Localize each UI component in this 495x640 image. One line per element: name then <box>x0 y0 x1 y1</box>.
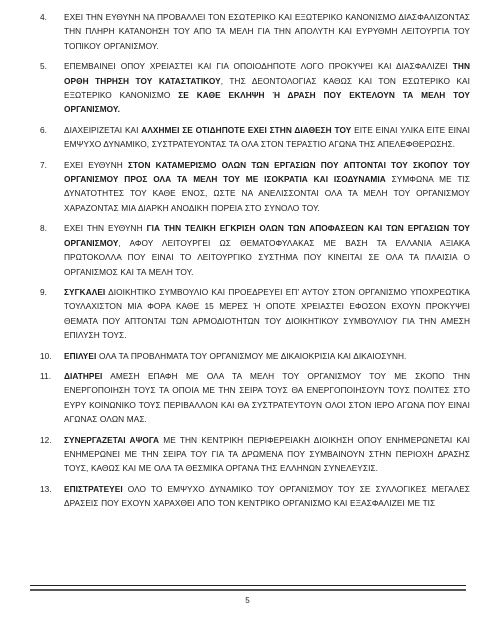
bold-text-segment: ΣΥΝΕΡΓΑΖΕΤΑΙ ΑΨΟΓΑ <box>64 434 160 445</box>
item-text <box>64 369 470 427</box>
list-item <box>40 158 470 216</box>
text-segment: ΜΕ ΤΗΝ ΚΕΝΤΡΙΚΗ ΠΕΡΙΦΕΡΕΙΑΚΗ ΔΙΟΙΚΗΣΗ ΟΠΟΥ ΕΝΗΜΕΡΩΝΕΤΑΙ ΚΑΙ ΕΝΗΜΕΡΩΝΕΙ ΜΕ ΤΗΝ ΣΕΙΡΑ ΤΟΥ ΓΙΑ ΤΑ ΔΡΩΜΕΝΑ ΠΟΥ ΣΥΜΒΑΙΝΟΥΝ ΣΤΗΝ ΠΕΡΙΟΧΗ ΔΡΑΣΗΣ ΤΟΥΣ, ΚΑΘΩΣ ΚΑΙ ΜΕ ΟΛΑ ΤΑ ΘΕΣΜΙΚΑ ΟΡΓΑΝΑ ΤΗΣ ΕΛΛΗΝΩΝ ΣΥΝΕΛΕΥΣΙΣ. <box>64 434 470 474</box>
text-segment: ΕΧΕΙ ΤΗΝ ΕΥΘΥΝΗ ΝΑ ΠΡΟΒΑΛΛΕΙ ΤΟΝ ΕΣΩΤΕΡΙΚΟ ΚΑΙ ΕΞΩΤΕΡΙΚΟ ΚΑΝΟΝΙΣΜΟ ΔΙΑΣΦΑΛΙΖΟΝΤΑΣ ΤΗΝ ΠΛΗΡΗ ΚΑΤΑΝΟΗΣΗ ΤΟΥ ΑΠΟ ΤΑ ΜΕΛΗ ΓΙΑ ΤΗΝ ΑΠΟΛΥΤΗ ΚΑΙ ΕΥΡΥΘΜΗ ΛΕΙΤΟΥΡΓΙΑ ΤΟΥ ΤΟΠΙΚΟΥ ΟΡΓΑΝΙΣΜΟΥ. <box>64 12 470 51</box>
bold-text-segment: ΣΥΓΚΑΛΕΙ <box>64 286 106 297</box>
bold-text-segment: ΣΕ ΚΑΘΕ ΕΚΛΗΨΗ Ή ΔΡΑΣΗ ΠΟΥ ΕΚΤΕΛΟΥΝ ΤΑ ΜΕΛΗ ΤΟΥ ΟΡΓΑΝΙΣΜΟΥ. <box>64 90 470 115</box>
text-segment: ΟΛΟ ΤΟ ΕΜΨΥΧΟ ΔΥΝΑΜΙΚΟ ΤΟΥ ΟΡΓΑΝΙΣΜΟΥ ΤΟΥ ΣΕ ΣΥΛΛΟΓΙΚΕΣ ΜΕΓΑΛΕΣ ΔΡΑΣΕΙΣ ΠΟΥ ΕΧΟΥΝ ΧΑΡΑΧΘΕΙ ΑΠΟ ΤΟΝ ΚΕΝΤΡΙΚΟ ΟΡΓΑΝΙΣΜΟ ΚΑΙ ΕΞΑΣΦΑΛΙΖΕΙ ΜΕ ΤΙΣ <box>64 483 470 509</box>
numbered-list <box>40 10 470 511</box>
page-number: 5 <box>245 596 250 605</box>
item-text <box>64 349 470 363</box>
list-item <box>40 285 470 343</box>
list-item <box>40 349 470 363</box>
footer-rule-thick <box>30 589 466 591</box>
list-item <box>40 369 470 427</box>
item-text <box>64 482 470 511</box>
item-number: 6. <box>40 124 48 135</box>
item-number: 11. <box>40 370 52 381</box>
bold-text-segment: ΔΙΑΤΗΡΕΙ <box>64 370 103 381</box>
text-segment: ΔΙΑΧΕΙΡΙΖΕΤΑΙ ΚΑΙ <box>64 124 142 135</box>
text-segment: ΣΥΜΦΩΝΑ ΜΕ ΤΙΣ ΔΥΝΑΤΟΤΗΤΕΣ ΤΟΥ ΚΑΘΕ ΕΝΟΣ, ΩΣΤΕ ΝΑ ΑΝΕΛΙΣΣΟΝΤΑΙ ΟΛΑ ΤΑ ΜΕΛΗ ΤΟΥ ΟΡΓΑΝΙΣΜΟΥ ΧΑΡΑΖΟΝΤΑΣ ΜΙΑ ΔΙΑΡΚΗ ΑΝΟΔΙΚΗ ΠΟΡΕΙΑ ΣΤΟ ΣΥΝΟΛΟ ΤΟΥ. <box>64 174 470 213</box>
list-item <box>40 221 470 279</box>
bold-text-segment: ΤΗΝ ΟΡΘΗ ΤΗΡΗΣΗ ΤΟΥ ΚΑΤΑΣΤΑΤΙΚΟΥ <box>64 61 470 86</box>
text-segment: ΕΙΤΕ ΕΙΝΑΙ ΥΛΙΚΑ ΕΙΤΕ ΕΙΝΑΙ ΕΜΨΥΧΟ ΔΥΝΑΜΙΚΟ, ΣΥΣΤΡΑΤΕΥΟΝΤΑΣ ΤΑ ΟΛΑ ΣΤΟΝ ΤΕΡΑΣΤΙΟ ΑΓΩΝΑ ΤΗΣ ΑΠΕΛΕΦΘΕΡΩΣΗΣ. <box>64 124 470 150</box>
list-item <box>40 433 470 476</box>
item-text <box>64 285 470 343</box>
item-number: 8. <box>40 223 48 234</box>
item-number: 13. <box>40 483 52 494</box>
bold-text-segment: ΑΛΧΗΜΕΙ ΣΕ ΟΤΙΔΗΠΟΤΕ ΕΧΕΙ ΣΤΗΝ ΔΙΑΘΕΣΗ ΤΟΥ <box>141 124 352 135</box>
item-text <box>64 59 470 117</box>
footer-rule <box>30 585 466 586</box>
item-number: 12. <box>40 434 52 445</box>
list-item <box>40 10 470 53</box>
item-number: 4. <box>40 12 48 22</box>
item-number: 9. <box>40 286 48 297</box>
list-item <box>40 482 470 511</box>
item-text <box>64 221 470 279</box>
item-text <box>64 123 470 152</box>
bold-text-segment: ΕΠΙΛΥΕΙ <box>64 350 97 361</box>
text-segment: ΑΜΕΣΗ ΕΠΑΦΗ ΜΕ ΟΛΑ ΤΑ ΜΕΛΗ ΤΟΥ ΟΡΓΑΝΙΣΜΟΥ ΤΟΥ ΜΕ ΣΚΟΠΟ ΤΗΝ ΕΝΕΡΓΟΠΟΙΗΣΗ ΤΟΥΣ ΤΑ ΟΠΟΙΑ ΜΕ ΤΗΝ ΣΕΙΡΑ ΤΟΥΣ ΘΑ ΕΝΕΡΓΟΠΟΙΗΣΟΥΝ ΤΟΥΣ ΠΟΛΙΤΕΣ ΣΤΟ ΕΥΡΥ ΚΟΙΝΩΝΙΚΟ ΤΟΥΣ ΠΕΡΙΒΑΛΛΟΝ ΚΑΙ ΘΑ ΣΥΣΤΡΑΤΕΥΤΟΥΝ ΟΛΟΙ ΣΤΟΝ ΙΕΡΟ ΑΓΩΝΑ ΠΟΥ ΕΙΝΑΙ ΑΓΩΝΑΣ ΟΛΩΝ ΜΑΣ. <box>64 370 470 425</box>
text-segment: ΟΛΑ ΤΑ ΠΡΟΒΛΗΜΑΤΑ ΤΟΥ ΟΡΓΑΝΙΣΜΟΥ ΜΕ ΔΙΚΑΙΟΚΡΙΣΙΑ ΚΑΙ ΔΙΚΑΙΟΣΥΝΗ. <box>96 350 407 361</box>
text-segment: ΕΧΕΙ ΤΗΝ ΕΥΘΥΝΗ <box>64 223 147 234</box>
item-number: 5. <box>40 61 48 72</box>
text-segment: , ΑΦΟΥ ΛΕΙΤΟΥΡΓΕΙ ΩΣ ΘΕΜΑΤΟΦΥΛΑΚΑΣ ΜΕ ΒΑΣΗ ΤΑ ΕΛΛΑΝΙΑ ΑΞΙΑΚΑ ΠΡΩΤΟΚΟΛΛΑ ΠΟΥ ΕΙΝΑΙ ΤΟ ΛΕΙΤΟΥΡΓΙΚΟ ΣΥΣΤΗΜΑ ΠΟΥ ΚΙΝΕΙΤΑΙ ΣΕ ΟΛΑ ΤΑ ΠΛΑΙΣΙΑ Ο ΟΡΓΑΝΙΣΜΟΣ ΚΑΙ ΤΑ ΜΕΛΗ ΤΟΥ. <box>64 237 470 277</box>
item-text <box>64 10 470 53</box>
item-text <box>64 433 470 476</box>
text-segment: ΕΠΕΜΒΑΙΝΕΙ ΟΠΟΥ ΧΡΕΙΑΣΤΕΙ ΚΑΙ ΓΙΑ ΟΠΟΙΟΔΗΠΟΤΕ ΛΟΓΟ ΠΡΟΚΥΨΕΙ ΚΑΙ ΔΙΑΣΦΑΛΙΖΕΙ <box>64 61 453 72</box>
bold-text-segment: ΓΙΑ ΤΗΝ ΤΕΛΙΚΗ ΕΓΚΡΙΣΗ ΟΛΩΝ ΤΩΝ ΑΠΟΦΑΣΕΩΝ ΚΑΙ ΤΩΝ ΕΡΓΑΣΙΩΝ ΤΟΥ ΟΡΓΑΝΙΣΜΟΥ <box>64 223 470 248</box>
item-number: 7. <box>40 159 48 170</box>
bold-text-segment: ΣΤΟΝ ΚΑΤΑΜΕΡΙΣΜΟ ΟΛΩΝ ΤΩΝ ΕΡΓΑΣΙΩΝ ΠΟΥ ΑΠΤΟΝΤΑΙ ΤΟΥ ΣΚΟΠΟΥ ΤΟΥ ΟΡΓΑΝΙΣΜΟΥ ΠΡΟΣ ΟΛΑ ΤΑ ΜΕΛΗ ΤΟΥ ΜΕ ΙΣΟΚΡΑΤΙΑ ΚΑΙ ΙΣΟΔΥΝΑΜΙΑ <box>64 159 470 185</box>
list-item <box>40 59 470 117</box>
item-text <box>64 158 470 216</box>
list-item <box>40 123 470 152</box>
item-number: 10. <box>40 350 52 361</box>
text-segment: ΔΙΟΙΚΗΤΙΚΟ ΣΥΜΒΟΥΛΙΟ ΚΑΙ ΠΡΟΕΔΡΕΥΕΙ ΕΠ’ ΑΥΤΟΥ ΣΤΟΝ ΟΡΓΑΝΙΣΜΟ ΥΠΟΧΡΕΩΤΙΚΑ ΤΟΥΛΑΧΙΣΤΟΝ ΜΙΑ ΦΟΡΑ ΚΑΘΕ 15 ΜΕΡΕΣ Ή ΟΠΟΤΕ ΧΡΕΙΑΣΤΕΙ ΕΦΟΣΟΝ ΕΧΟΥΝ ΠΡΟΚΥΨΕΙ ΘΕΜΑΤΑ ΠΟΥ ΑΠΤΟΝΤΑΙ ΤΩΝ ΑΡΜΟΔΙΟΤΗΤΩΝ ΤΟΥ ΔΙΟΙΚΗΤΙΚΟΥ ΣΥΜΒΟΥΛΙΟΥ ΓΙΑ ΤΗΝ ΑΜΕΣΗ ΕΠΙΛΥΣΗ ΤΟΥΣ. <box>64 286 470 341</box>
text-segment: , ΤΗΣ ΔΕΟΝΤΟΛΟΓΙΑΣ ΚΑΘΩΣ ΚΑΙ ΤΟΝ ΕΣΩΤΕΡΙΚΟ ΚΑΙ ΕΞΩΤΕΡΙΚΟ ΚΑΝΟΝΙΣΜΟ <box>64 75 470 101</box>
text-segment: ΕΧΕΙ ΕΥΘΥΝΗ <box>64 159 128 170</box>
bold-text-segment: ΕΠΙΣΤΡΑΤΕΥΕΙ <box>64 483 123 494</box>
